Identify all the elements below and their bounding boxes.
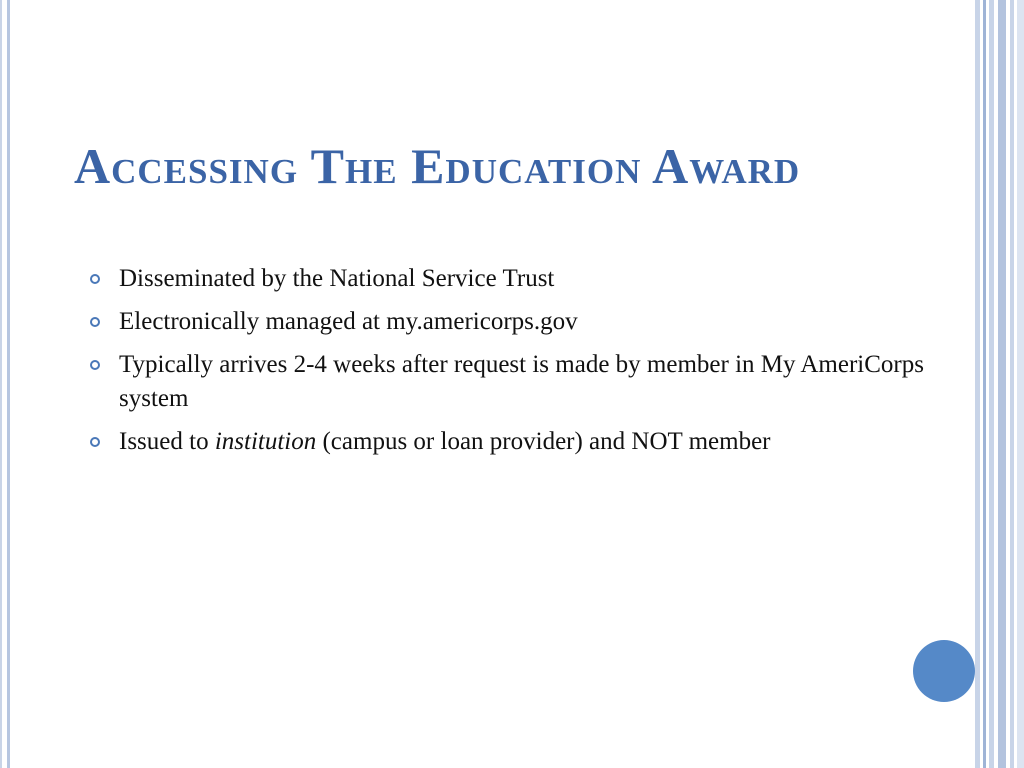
bullet-text: Typically arrives 2-4 weeks after request is made by member in My AmeriCorps system xyxy=(119,351,924,412)
bullet-icon xyxy=(90,274,100,284)
right-edge-stripe xyxy=(1010,0,1014,768)
bullet-text: Electronically managed at my.americorps.gov xyxy=(119,308,578,335)
right-edge-stripe xyxy=(983,0,986,768)
bullet-item xyxy=(88,425,963,459)
bullet-icon xyxy=(90,317,100,327)
bullet-text: Disseminated by the National Service Trust xyxy=(119,265,555,292)
right-edge-stripe xyxy=(989,0,994,768)
bullet-text-prefix: Issued to xyxy=(119,428,215,455)
bullet-item xyxy=(88,305,963,339)
bullet-icon xyxy=(90,437,100,447)
blue-circle-icon xyxy=(913,640,975,702)
left-border-line xyxy=(0,0,2,768)
slide-title: Accessing The Education Award xyxy=(74,138,801,194)
bullet-text xyxy=(119,428,771,455)
bullet-item xyxy=(88,348,963,416)
right-edge-stripe xyxy=(1017,0,1024,768)
left-border-line xyxy=(7,0,10,768)
right-edge-stripe xyxy=(998,0,1006,768)
bullet-text-suffix: (campus or loan provider) and NOT member xyxy=(316,428,771,455)
bullet-item xyxy=(88,262,963,296)
bullet-list xyxy=(88,262,963,468)
bullet-text-emphasis: institution xyxy=(214,428,317,455)
right-edge-stripe xyxy=(975,0,980,768)
bullet-icon xyxy=(90,360,100,370)
